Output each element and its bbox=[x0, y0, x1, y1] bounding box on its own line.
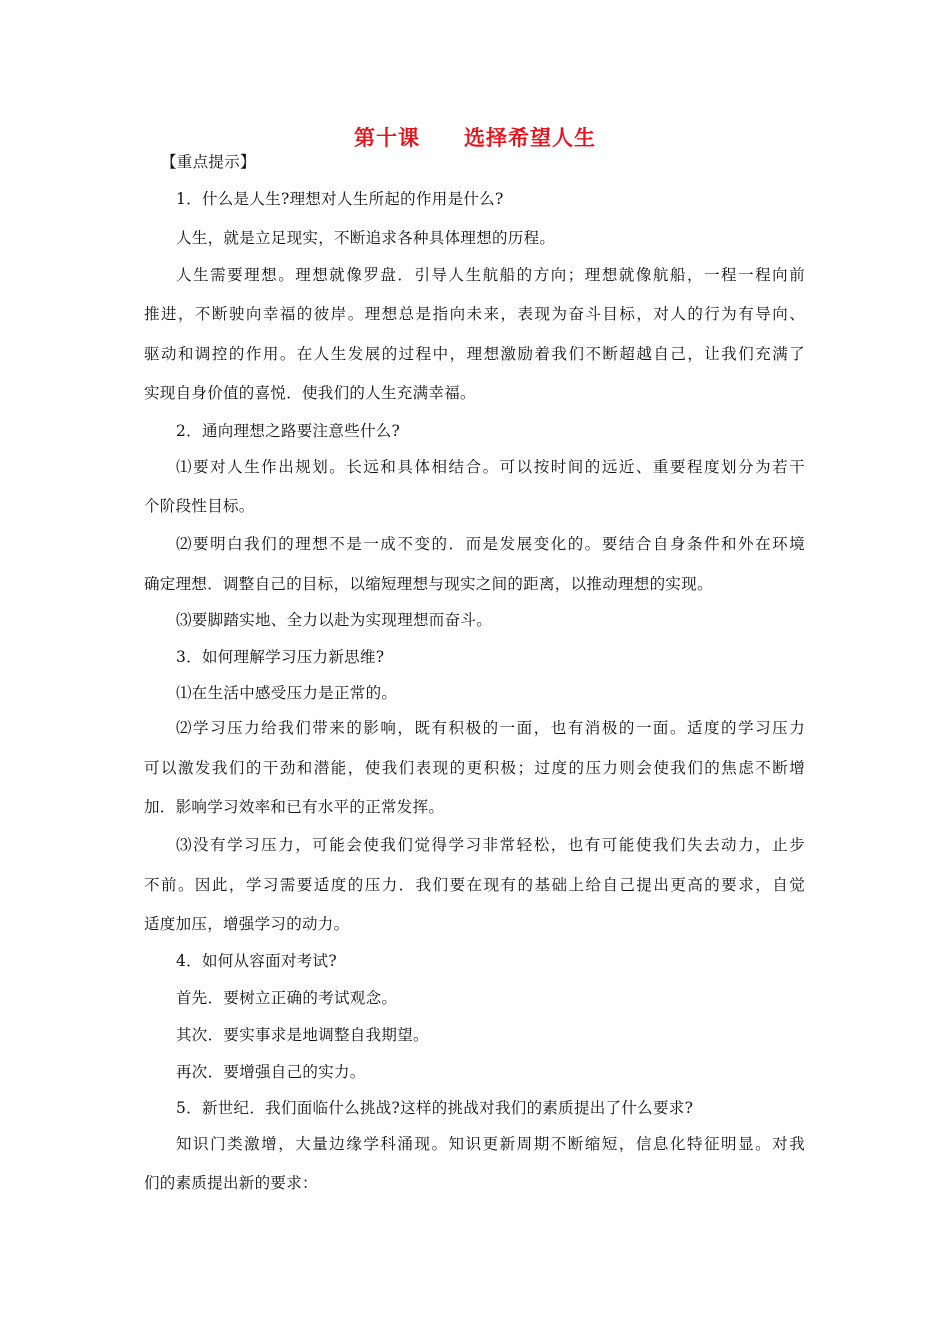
q3-paragraph-line: 适度加压，增强学习的动力。 bbox=[144, 915, 350, 933]
q2-paragraph-line: 确定理想．调整自己的目标，以缩短理想与现实之间的距离，以推动理想的实现。 bbox=[144, 575, 713, 593]
q3-paragraph-line: 加．影响学习效率和已有水平的正常发挥。 bbox=[144, 798, 445, 816]
q1-paragraph-line: 驱动和调控的作用。在人生发展的过程中，理想激励着我们不断超越自己，让我们充满了 bbox=[144, 345, 805, 363]
question-2: 2．通向理想之路要注意些什么? bbox=[176, 422, 401, 440]
question-3: 3．如何理解学习压力新思维? bbox=[176, 648, 385, 666]
q4-paragraph-line: 其次．要实事求是地调整自我期望。 bbox=[176, 1026, 429, 1044]
q2-paragraph-line: ⑴要对人生作出规划。长远和具体相结合。可以按时间的远近、重要程度划分为若干 bbox=[176, 458, 805, 476]
q3-paragraph-line: 不前。因此，学习需要适度的压力．我们要在现有的基础上给自己提出更高的要求，自觉 bbox=[144, 876, 805, 894]
q1-paragraph-line: 人生需要理想。理想就像罗盘．引导人生航船的方向；理想就像航船，一程一程向前 bbox=[176, 266, 805, 284]
q3-paragraph-line: ⑴在生活中感受压力是正常的。 bbox=[176, 684, 398, 702]
q5-paragraph-line: 们的素质提出新的要求： bbox=[144, 1174, 318, 1192]
q2-paragraph-line: 个阶段性目标。 bbox=[144, 497, 255, 515]
q1-paragraph-line: 实现自身价值的喜悦．使我们的人生充满幸福。 bbox=[144, 384, 476, 402]
lesson-title: 第十课 选择希望人生 bbox=[354, 125, 596, 150]
question-5: 5．新世纪．我们面临什么挑战?这样的挑战对我们的素质提出了什么要求? bbox=[176, 1099, 694, 1117]
q2-paragraph-line: ⑵要明白我们的理想不是一成不变的．而是发展变化的。要结合自身条件和外在环境 bbox=[176, 535, 805, 553]
q3-paragraph-line: ⑶没有学习压力，可能会使我们觉得学习非常轻松，也有可能使我们失去动力，止步 bbox=[176, 836, 805, 854]
q4-paragraph-line: 再次．要增强自己的实力。 bbox=[176, 1063, 366, 1081]
q5-paragraph-line: 知识门类激增，大量边缘学科涌现。知识更新周期不断缩短，信息化特征明显。对我 bbox=[176, 1135, 805, 1153]
q3-paragraph-line: 可以激发我们的干劲和潜能，使我们表现的更积极；过度的压力则会使我们的焦虑不断增 bbox=[144, 759, 805, 777]
section-header: 【重点提示】 bbox=[161, 153, 256, 171]
q4-paragraph-line: 首先．要树立正确的考试观念。 bbox=[176, 989, 398, 1007]
q1-answer-line: 人生，就是立足现实，不断追求各种具体理想的历程。 bbox=[176, 229, 556, 247]
q1-paragraph-line: 推进，不断驶向幸福的彼岸。理想总是指向未来，表现为奋斗目标，对人的行为有导向、 bbox=[144, 305, 805, 323]
question-4: 4．如何从容面对考试? bbox=[176, 952, 337, 970]
q3-paragraph-line: ⑵学习压力给我们带来的影响，既有积极的一面，也有消极的一面。适度的学习压力 bbox=[176, 719, 805, 737]
q2-paragraph-line: ⑶要脚踏实地、全力以赴为实现理想而奋斗。 bbox=[176, 611, 493, 629]
question-1: 1．什么是人生?理想对人生所起的作用是什么? bbox=[176, 190, 504, 208]
